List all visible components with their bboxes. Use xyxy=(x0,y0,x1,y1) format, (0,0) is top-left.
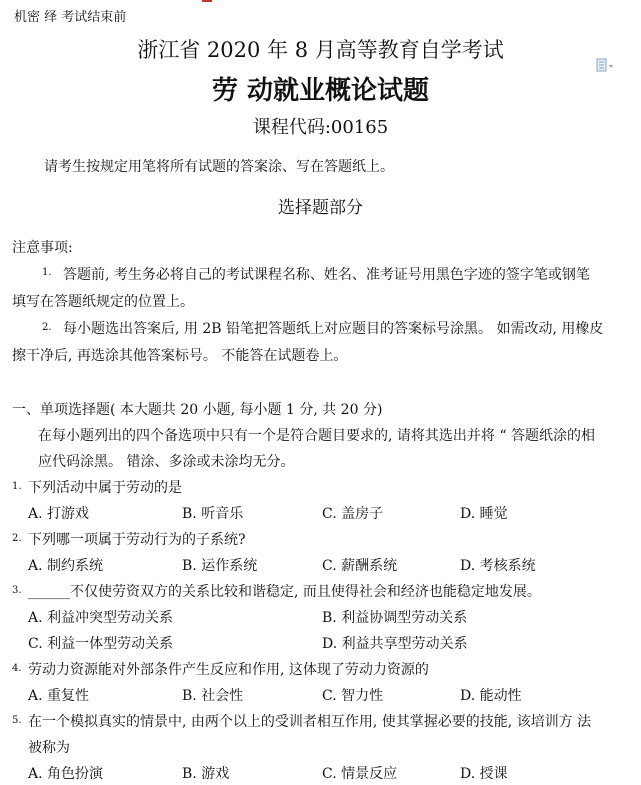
question-text: 下列活动中属于劳动的是 xyxy=(28,480,182,496)
part1-desc-line-2: 应代码涂黑。 错涂、多涂或未涂均无分。 xyxy=(38,454,295,470)
note-1-line-1: 答题前, 考生务必将自己的考试课程名称、姓名、准考证号用黑色字迹的签字笔或钢笔 xyxy=(63,267,590,283)
question-number: 3. xyxy=(12,585,22,596)
option-a: A. 打游戏 xyxy=(28,506,90,522)
option-a: A. 利益冲突型劳动关系 xyxy=(28,610,174,626)
option-c: C. 利益一体型劳动关系 xyxy=(28,636,174,652)
confidential-label: 机密 绎 考试结束前 xyxy=(14,10,127,25)
option-a: A. 角色扮演 xyxy=(28,766,104,782)
course-code: 课程代码:00165 xyxy=(252,117,389,138)
option-c: C. 智力性 xyxy=(322,688,384,704)
question-number: 1. xyxy=(12,481,22,492)
option-d: D. 能动性 xyxy=(460,688,522,704)
note-2-number: 2. xyxy=(42,322,52,333)
note-2-line-2: 擦干净后, 再选涂其他答案标号。 不能答在试题卷上。 xyxy=(12,348,348,364)
part1-desc-line-1: 在每小题列出的四个备选项中只有一个是符合题目要求的, 请将其选出并将 “ 答题纸涂的相 xyxy=(38,428,595,444)
question-text: 下列哪一项属于劳动行为的子系统? xyxy=(28,532,246,548)
option-c: C. 薪酬系统 xyxy=(322,558,398,574)
question-number: 5. xyxy=(12,715,22,726)
option-c: C. 情景反应 xyxy=(322,766,398,782)
note-2-line-1: 每小题选出答案后, 用 2B 铅笔把答题纸上对应题目的答案标号涂黑。 如需改动, 用橡皮 xyxy=(63,321,604,337)
option-b: B. 社会性 xyxy=(182,688,244,704)
question-text-continued: 被称为 xyxy=(28,740,70,756)
note-1-line-2: 填写在答题纸规定的位置上。 xyxy=(12,294,194,310)
exam-title: 浙江省 2020 年 8 月高等教育自学考试 xyxy=(137,38,504,62)
option-a: A. 制约系统 xyxy=(28,558,104,574)
note-1-number: 1. xyxy=(42,267,52,278)
option-c: C. 盖房子 xyxy=(322,506,384,522)
question-number: 4. xyxy=(12,663,22,674)
option-a: A. 重复性 xyxy=(28,688,90,704)
option-b: B. 游戏 xyxy=(182,766,230,782)
question-text: 在一个模拟真实的情景中, 由两个以上的受训者相互作用, 使其掌握必要的技能, 该培训方 法 xyxy=(28,714,592,730)
question-number: 2. xyxy=(12,533,22,544)
option-b: B. 利益协调型劳动关系 xyxy=(322,610,468,626)
answer-instruction: 请考生按规定用笔将所有试题的答案涂、写在答题纸上。 xyxy=(44,159,394,175)
option-d: D. 睡觉 xyxy=(460,506,508,522)
option-d: D. 授课 xyxy=(460,766,508,782)
page-top-mark xyxy=(202,0,212,2)
question-text: 劳动力资源能对外部条件产生反应和作用, 这体现了劳动力资源的 xyxy=(28,662,429,678)
option-b: B. 运作系统 xyxy=(182,558,258,574)
section-title: 选择题部分 xyxy=(278,198,363,218)
option-b: B. 听音乐 xyxy=(182,506,244,522)
part1-heading: 一、单项选择题( 本大题共 20 小题, 每小题 1 分, 共 20 分) xyxy=(12,402,383,418)
exam-subject: 劳 动就业概论试题 xyxy=(211,76,430,106)
notes-heading: 注意事项: xyxy=(12,240,73,256)
option-d: D. 考核系统 xyxy=(460,558,536,574)
question-text: ______不仅使劳资双方的关系比较和谐稳定, 而且使得社会和经济也能稳定地发展。 xyxy=(28,584,541,600)
option-d: D. 利益共享型劳动关系 xyxy=(322,636,468,652)
